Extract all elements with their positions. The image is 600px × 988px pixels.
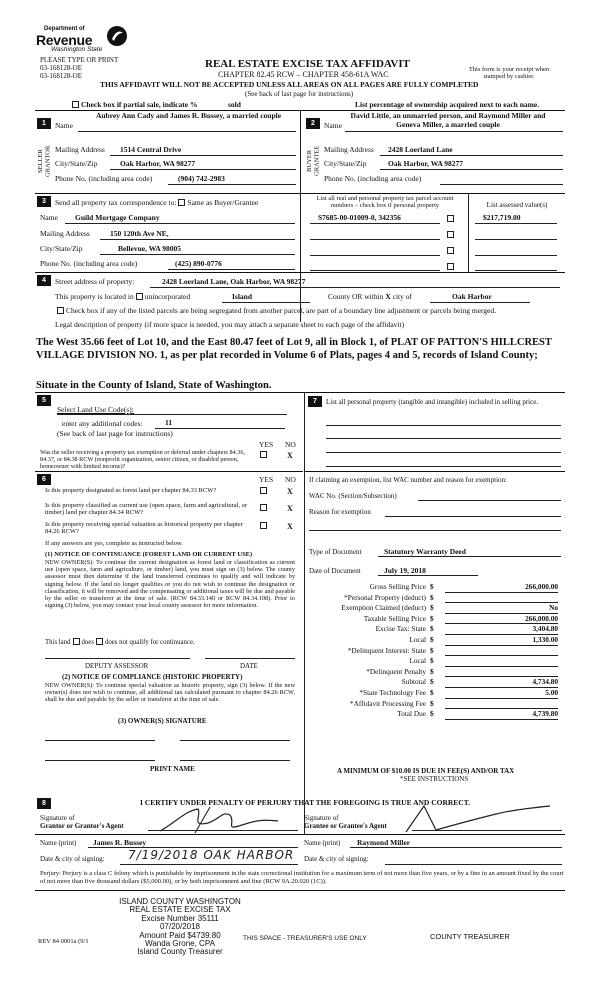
sec5-see-back: (See back of last page for instructions) bbox=[57, 429, 173, 438]
does-not-checkbox[interactable] bbox=[96, 638, 103, 645]
section-6-number: 6 bbox=[37, 474, 51, 485]
tax-row-dollar: $ bbox=[430, 656, 434, 666]
sec3-name-label: Name bbox=[40, 213, 58, 222]
section-7-number: 7 bbox=[308, 396, 322, 407]
certify: I CERTIFY UNDER PENALTY OF PERJURY THAT THE FOREGOING IS TRUE AND CORRECT. bbox=[140, 798, 471, 807]
receipt-note: This form is your receipt when stamped by cashier. bbox=[468, 66, 550, 81]
tax-row-label: *Delinquent Penalty bbox=[366, 666, 426, 676]
perjury-statement: Perjury: Perjury is a class C felony which is punishable by imprisonment in the state correctional institution for a maximum term of not more than five years, or by a fine in an amount fixed by the court of not more than five thousand dollars ($5,000.00), or by both imprisonment and fine (RCW 9A.20.020 (1C)). bbox=[40, 870, 564, 886]
tax-row-label: Local bbox=[409, 656, 426, 666]
tax-row-label: Gross Selling Price bbox=[369, 582, 426, 591]
pct-label: List percentage of ownership acquired next to each name. bbox=[355, 100, 540, 109]
tax-row-label: Total Due bbox=[397, 709, 426, 719]
doc-type-label: Type of Document bbox=[309, 548, 362, 556]
sec3-name[interactable]: Guild Mortgage Company bbox=[75, 213, 160, 222]
form-code-2: 03-168128-OE bbox=[40, 72, 82, 80]
tax-row-dollar: $ bbox=[430, 698, 434, 708]
type-or-print: PLEASE TYPE OR PRINT bbox=[40, 56, 119, 64]
seller-name[interactable]: Aubrey Ann Cady and James R. Bussey, a married couple bbox=[95, 111, 282, 120]
tax-row-dollar: $ bbox=[430, 677, 434, 687]
minimum-note: A MINIMUM OF $10.00 IS DUE IN FEE(S) AND/OR TAX bbox=[337, 767, 515, 775]
land-use-label: Select Land Use Code(s): bbox=[57, 405, 134, 414]
section-1-number: 1 bbox=[37, 118, 51, 129]
stamp-line-2: REAL ESTATE EXCISE TAX bbox=[129, 905, 231, 915]
form-code-1: 03-168128-OE bbox=[40, 64, 82, 72]
land-use-code[interactable]: 11 bbox=[165, 418, 173, 427]
sec3-phone-label: Phone No. (including area code) bbox=[40, 259, 138, 268]
reason-label: Reason for exemption bbox=[309, 508, 371, 516]
within-city-mark[interactable]: X bbox=[385, 292, 391, 301]
tax-row bbox=[305, 604, 563, 614]
parcel-number[interactable]: S7685-00-01009-0, 342356 bbox=[318, 213, 401, 222]
buyer-name[interactable]: David Little, an unmarried person, and Raymond Miller and Geneva Miller, a married couple bbox=[350, 111, 546, 129]
forest-question: Is this property designated as forest land per chapter 84.33 RCW? bbox=[45, 487, 217, 494]
tax-row-label: Local bbox=[409, 635, 426, 644]
logo-revenue: Revenue bbox=[36, 32, 93, 48]
historical-answer[interactable]: X bbox=[287, 522, 293, 531]
grantee-name[interactable]: Raymond Miller bbox=[357, 838, 411, 847]
does-checkbox[interactable] bbox=[73, 638, 80, 645]
tax-row bbox=[305, 689, 563, 699]
tax-row-value[interactable]: 266,000.00 bbox=[445, 615, 558, 625]
doc-date-label: Date of Document bbox=[309, 567, 361, 575]
tax-row bbox=[305, 636, 563, 646]
buyer-mail[interactable]: 2428 Loerland Lane bbox=[388, 145, 453, 154]
grantor-date-city-label: Date & city of signing: bbox=[40, 855, 105, 863]
sec3-mail[interactable]: 150 120th Ave NE, bbox=[110, 229, 169, 238]
parcel-personal-checkbox-2[interactable] bbox=[447, 231, 454, 238]
grantee-agent-label: Grantee or Grantee's Agent bbox=[304, 822, 387, 830]
tax-row-label: Exemption Claimed (deduct) bbox=[341, 603, 426, 613]
section-5-number: 5 bbox=[37, 395, 51, 406]
buyer-phone-label: Phone No. (including area code) bbox=[324, 174, 422, 183]
parcel-personal-checkbox-4[interactable] bbox=[447, 263, 454, 270]
sec3-city[interactable]: Bellevue, WA 98005 bbox=[118, 244, 181, 253]
located-in: This property is located in unincorporated bbox=[55, 292, 191, 301]
tax-row bbox=[305, 615, 563, 625]
tax-row-value[interactable]: 4,734.80 bbox=[445, 678, 558, 688]
partial-sale-checkbox[interactable] bbox=[72, 101, 79, 108]
tax-row-dollar: $ bbox=[430, 582, 434, 591]
stamp-line-3: Excise Number 35111 bbox=[141, 913, 219, 923]
sold-label: sold bbox=[228, 100, 241, 109]
grantee-date-city-label: Date & city of signing: bbox=[304, 855, 369, 863]
form-subtitle: CHAPTER 82.45 RCW – CHAPTER 458-61A WAC bbox=[218, 70, 389, 79]
tax-row-dollar: $ bbox=[430, 709, 434, 719]
parcel-personal-checkbox-3[interactable] bbox=[447, 247, 454, 254]
deferral-question: Was the seller receiving a property tax exemption or deferral under chapters 84.36, 84.37, or 84.38 RCW (nonprofit organization, senior citizen, or disabled person, homeowner with limited income)? bbox=[40, 449, 245, 471]
sec6-no: NO bbox=[285, 475, 296, 484]
seller-phone[interactable]: (904) 742-2983 bbox=[178, 174, 225, 183]
seller-name-label: Name bbox=[55, 121, 73, 130]
forest-yes-checkbox[interactable] bbox=[260, 487, 267, 494]
tax-row-dollar: $ bbox=[430, 688, 434, 697]
tax-row-value[interactable]: 3,404.80 bbox=[445, 625, 558, 635]
grantee-signature-drawing bbox=[400, 800, 560, 836]
tax-row-dollar: $ bbox=[430, 592, 434, 602]
sec5-no: NO bbox=[285, 440, 296, 449]
tax-row bbox=[305, 594, 563, 604]
correspondence: Send all property tax correspondence to: Same as Buyer/Grantee bbox=[55, 198, 259, 207]
stamp-line-6: Wanda Grone, CPA bbox=[145, 938, 215, 948]
historic-title: (2) NOTICE OF COMPLIANCE (HISTORIC PROPERTY) bbox=[62, 673, 243, 681]
exemption-label: If claiming an exemption, list WAC number and reason for exemption: bbox=[309, 476, 507, 484]
street-label: Street address of property: bbox=[55, 277, 135, 286]
if-yes-note: If any answers are yes, complete as instructed below. bbox=[45, 540, 183, 547]
print-name-label: PRINT NAME bbox=[150, 765, 195, 773]
sec3-phone[interactable]: (425) 890-0776 bbox=[175, 259, 222, 268]
tax-row-label: *Personal Property (deduct) bbox=[344, 592, 426, 602]
section-3-number: 3 bbox=[37, 196, 51, 207]
tax-row-value[interactable] bbox=[445, 700, 558, 710]
tax-row-dollar: $ bbox=[430, 635, 434, 644]
tax-row-value[interactable] bbox=[445, 594, 558, 604]
treasurer-stamp bbox=[95, 898, 265, 957]
seller-side-label: SELLER GRANTOR bbox=[37, 145, 52, 177]
deferral-answer[interactable]: X bbox=[287, 451, 293, 460]
stamp-line-1: ISLAND COUNTY WASHINGTON bbox=[119, 897, 241, 906]
see-back: (See back of last page for instructions) bbox=[245, 90, 354, 98]
stamp-line-4: 07/20/2018 bbox=[159, 922, 201, 932]
city-value[interactable]: Oak Harbor bbox=[452, 292, 492, 301]
seller-city[interactable]: Oak Harbor, WA 98277 bbox=[120, 159, 196, 168]
revenue-logo bbox=[36, 25, 128, 53]
tax-row bbox=[305, 668, 563, 678]
this-land: This land does does not qualify for continuance. bbox=[45, 639, 195, 646]
see-instructions: *SEE INSTRUCTIONS bbox=[400, 775, 469, 783]
tax-row bbox=[305, 625, 563, 635]
grantor-agent-label: Grantor or Grantor's Agent bbox=[40, 822, 124, 830]
form-title: REAL ESTATE EXCISE TAX AFFIDAVIT bbox=[205, 58, 410, 70]
current-use-question: Is this property classified as current use (open space, farm and agricultural, or timber) land per chapter 84.34 RCW? bbox=[45, 502, 248, 517]
legal-description[interactable]: The West 35.66 feet of Lot 10, and the East 80.47 feet of Lot 9, all in Block 1, of PLAT OF PATTON'S HILLCREST VILLAGE DIVISION NO. 1, as per plat recorded in Volume 6 of Plats, pages 4 and 5, records of Island County; bbox=[36, 337, 552, 362]
grantor-signature-drawing bbox=[150, 805, 300, 837]
personal-property-label: List all personal property (tangible and intangible) included in selling price. bbox=[326, 398, 539, 406]
deputy-assessor: DEPUTY ASSESSOR bbox=[85, 662, 149, 670]
sig-grantor-label: Signature of bbox=[40, 814, 75, 822]
revenue-logo-icon bbox=[106, 25, 128, 47]
tax-row-label: Excise Tax: State bbox=[375, 624, 426, 634]
seller-phone-label: Phone No. (including area code) bbox=[55, 174, 153, 183]
section-2-number: 2 bbox=[306, 118, 320, 129]
buyer-city-label: City/State/Zip bbox=[324, 159, 367, 168]
tax-row-label: *Delinquent Interest: State bbox=[347, 645, 426, 655]
tax-row-value[interactable]: No bbox=[445, 604, 558, 614]
tax-row-dollar: $ bbox=[430, 603, 434, 613]
tax-row-label: *Affidavit Processing Fee bbox=[349, 698, 426, 708]
stamp-line-5: Amount Paid $4739.80 bbox=[139, 930, 221, 940]
tax-row-value[interactable]: 266,000.00 bbox=[445, 583, 558, 593]
buyer-city[interactable]: Oak Harbor, WA 98277 bbox=[388, 159, 464, 168]
tax-row-dollar: $ bbox=[430, 666, 434, 676]
tax-row-label: Subtotal bbox=[401, 677, 426, 687]
seller-mail-label: Mailing Address bbox=[55, 145, 105, 154]
tax-row bbox=[305, 657, 563, 667]
owner-signature-label: (3) OWNER(S) SIGNATURE bbox=[118, 717, 207, 725]
grantee-name-print-label: Name (print) bbox=[304, 839, 341, 847]
warning: THIS AFFIDAVIT WILL NOT BE ACCEPTED UNLESS ALL AREAS ON ALL PAGES ARE FULLY COMPLETED bbox=[100, 80, 479, 89]
tax-row-label: Taxable Selling Price bbox=[363, 613, 426, 623]
current-use-yes-checkbox[interactable] bbox=[260, 504, 267, 511]
same-as-buyer-checkbox[interactable] bbox=[178, 199, 185, 206]
logo-state: Washington State bbox=[51, 46, 103, 53]
handwritten-date-city[interactable]: 7/19/2018 OAK HARBOR bbox=[128, 848, 295, 862]
tax-row-value[interactable]: 5.00 bbox=[445, 689, 558, 699]
sec6-yes: YES bbox=[259, 475, 274, 484]
historical-question: Is this property receiving special valuation as historical property per chapter 84.26 RCW? bbox=[45, 521, 243, 536]
historical-yes-checkbox[interactable] bbox=[260, 522, 267, 529]
doc-type[interactable]: Statutory Warranty Deed bbox=[384, 547, 466, 556]
segregated-checkbox[interactable] bbox=[57, 307, 64, 314]
county-value[interactable]: Island bbox=[232, 292, 253, 301]
continuance-body: NEW OWNER(S): To continue the current designation as forest land or classification as current use (open space, farm and agriculture, or timber) land, you must sign on (3) below. The county assessor must then determine if the land transferred continues to qualify and will indicate by signing below. If the land no longer qualifies or you do not wish to continue the designation or classification, it will be removed and the compensating or additional taxes will be due and payable by the seller or transferor at the time of sale. (RCW 84.33.140 or RCW 84.34.108). Prior to signing (3) below, you may contact your local county assessor for more information. bbox=[45, 559, 295, 610]
partial-sale: Check box if partial sale, indicate % bbox=[70, 101, 197, 110]
grantor-name-print-label: Name (print) bbox=[40, 839, 77, 847]
stamp-line-7: Island County Treasurer bbox=[137, 947, 223, 957]
legal-label: Legal description of property (if more space is needed, you may attach a separate sheet to each page of the affidavit) bbox=[55, 320, 405, 329]
sec3-mail-label: Mailing Address bbox=[40, 229, 90, 238]
treasurer-space: THIS SPACE - TREASURER'S USE ONLY bbox=[243, 935, 367, 942]
buyer-mail-label: Mailing Address bbox=[324, 145, 374, 154]
tax-row-value[interactable] bbox=[445, 647, 558, 657]
tax-row bbox=[305, 647, 563, 657]
tax-row-dollar: $ bbox=[430, 645, 434, 655]
county-treasurer: COUNTY TREASURER bbox=[430, 932, 510, 941]
segregated: Check box if any of the listed parcels are being segregated from another parcel, are part of a boundary line adjustment or parcels being merged. bbox=[55, 307, 496, 316]
tax-row bbox=[305, 700, 563, 710]
unincorporated-checkbox[interactable] bbox=[136, 293, 143, 300]
sec3-city-label: City/State/Zip bbox=[40, 244, 83, 253]
rev-code: REV 84 0001a (9/1 bbox=[38, 938, 89, 945]
logo-dept: Department of bbox=[44, 26, 85, 32]
assessor-date: DATE bbox=[240, 662, 258, 670]
additional-codes-label: enter any additional codes: bbox=[62, 419, 143, 428]
tax-row-dollar: $ bbox=[430, 613, 434, 623]
buyer-side-label: BUYER GRANTEE bbox=[306, 145, 321, 177]
grantor-name[interactable]: James R. Bussey bbox=[93, 838, 147, 847]
deferral-yes-checkbox[interactable] bbox=[260, 451, 267, 458]
sec5-yes: YES bbox=[259, 440, 274, 449]
section-4-number: 4 bbox=[37, 275, 51, 286]
tax-row-value[interactable]: 4,739.80 bbox=[445, 710, 558, 720]
tax-row-value[interactable] bbox=[445, 668, 558, 678]
tax-row-value[interactable] bbox=[445, 657, 558, 667]
continuance-title: (1) NOTICE OF CONTINUANCE (FOREST LAND OR CURRENT USE) bbox=[45, 551, 253, 558]
tax-row bbox=[305, 583, 563, 593]
buyer-name-label: Name bbox=[324, 121, 342, 130]
forest-answer[interactable]: X bbox=[287, 487, 293, 496]
parcel-personal-checkbox-1[interactable] bbox=[447, 215, 454, 222]
seller-city-label: City/State/Zip bbox=[55, 159, 98, 168]
tax-row bbox=[305, 710, 563, 720]
assessed-header: List assessed value(s) bbox=[486, 201, 548, 209]
doc-date[interactable]: July 19, 2018 bbox=[384, 566, 426, 575]
situate[interactable]: Situate in the County of Island, State of Washington. bbox=[36, 380, 272, 391]
tax-row-value[interactable]: 1,330.00 bbox=[445, 636, 558, 646]
historic-body: NEW OWNER(S): To continue special valuation as historic property, sign (3) below. If the new owner(s) does not wish to continue, all additional tax calculated pursuant to chapter 84.26 RCW, shall be due and payable by the seller or transferor at the time of sale. bbox=[45, 682, 295, 704]
street-address[interactable]: 2428 Loerland Lane, Oak Harbor, WA 98277 bbox=[162, 277, 306, 286]
tax-row-label: *State Technology Fee bbox=[359, 688, 426, 697]
seller-mail[interactable]: 1514 Central Drive bbox=[120, 145, 182, 154]
county-or-within: County OR within X city of bbox=[328, 292, 412, 301]
section-8-number: 8 bbox=[37, 798, 51, 809]
tax-row bbox=[305, 678, 563, 688]
parcel-header: List all real and personal property tax parcel account numbers – check box if personal property bbox=[316, 195, 454, 210]
tax-row-dollar: $ bbox=[430, 624, 434, 634]
wac-label: WAC No. (Section/Subsection) bbox=[309, 492, 397, 500]
sig-grantee-label: Signature of bbox=[304, 814, 339, 822]
assessed-value[interactable]: $217,719.00 bbox=[483, 213, 521, 222]
current-use-answer[interactable]: X bbox=[287, 504, 293, 513]
